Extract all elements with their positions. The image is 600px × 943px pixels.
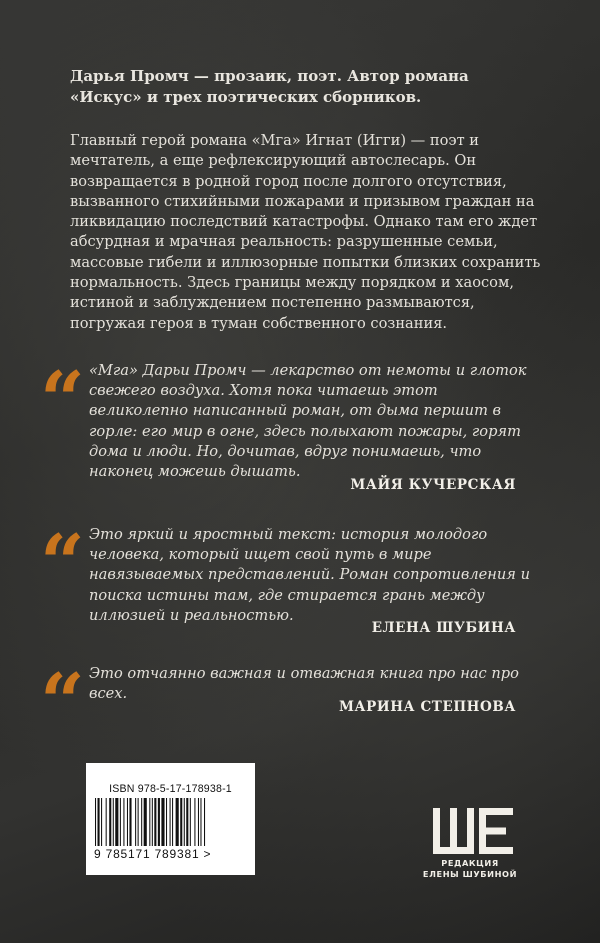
publisher-line-1: РЕДАКЦИЯ <box>441 858 499 868</box>
author-intro: Дарья Промч — прозаик, поэт. Автор романа «Искус» и трех поэтических сборников. <box>70 67 469 106</box>
quote-mark-icon: “ <box>40 657 85 748</box>
quote-text: Это отчаянно важная и отважная книга про нас про всех. <box>89 665 519 703</box>
quote-author: МАЙЯ КУЧЕРСКАЯ <box>350 477 516 493</box>
quote-text: «Мга» Дарьи Промч — лекарство от немоты и глоток свежего воздуха. Хотя пока читаешь этот великолепно написанный роман, от дыма першит в горле: его мир в огне, здесь полыхают пожары, горят дома и люди. Но, дочитав, вдруг понимаешь, что наконец можешь дышать. <box>89 362 527 481</box>
publisher-line-2: ЕЛЕНЫ ШУБИНОЙ <box>422 868 518 879</box>
quote-mark-icon: “ <box>40 355 85 446</box>
barcode-digits: 9 785171 789381 > <box>94 847 212 861</box>
quote-author: МАРИНА СТЕПНОВА <box>338 699 516 715</box>
barcode-icon <box>94 798 247 848</box>
quote-author: ЕЛЕНА ШУБИНА <box>371 620 516 636</box>
ше-monogram-icon <box>433 808 513 856</box>
isbn-label: ISBN 978-5-17-178938-1 <box>109 783 232 795</box>
quote-text: Это яркий и яростный текст: история молодого человека, который ищет свой путь в мире навязываемых представлений. Роман сопротивления и поиска истины там, где стирается грань между иллюзией и реальностью. <box>89 526 530 624</box>
publisher-name <box>420 858 520 879</box>
quote-mark-icon: “ <box>40 518 85 609</box>
synopsis: Главный герой романа «Мга» Игнат (Игги) — поэт и мечтатель, а еще рефлексирующий автослесарь. Он возвращается в родной город после долгого отсутствия, вызванного стихийными пожарами и призывом граждан на ликвидацию последствий катастрофы. Однако там его ждет абсурдная и мрачная реальность: разрушенные семьи, массовые гибели и иллюзорные попытки близких сохранить нормальность. Здесь границы между порядком и хаосом, истиной и заблуждением постепенно размываются, погружая героя в туман собственного сознания. <box>70 132 541 332</box>
barcode-box <box>86 763 255 875</box>
